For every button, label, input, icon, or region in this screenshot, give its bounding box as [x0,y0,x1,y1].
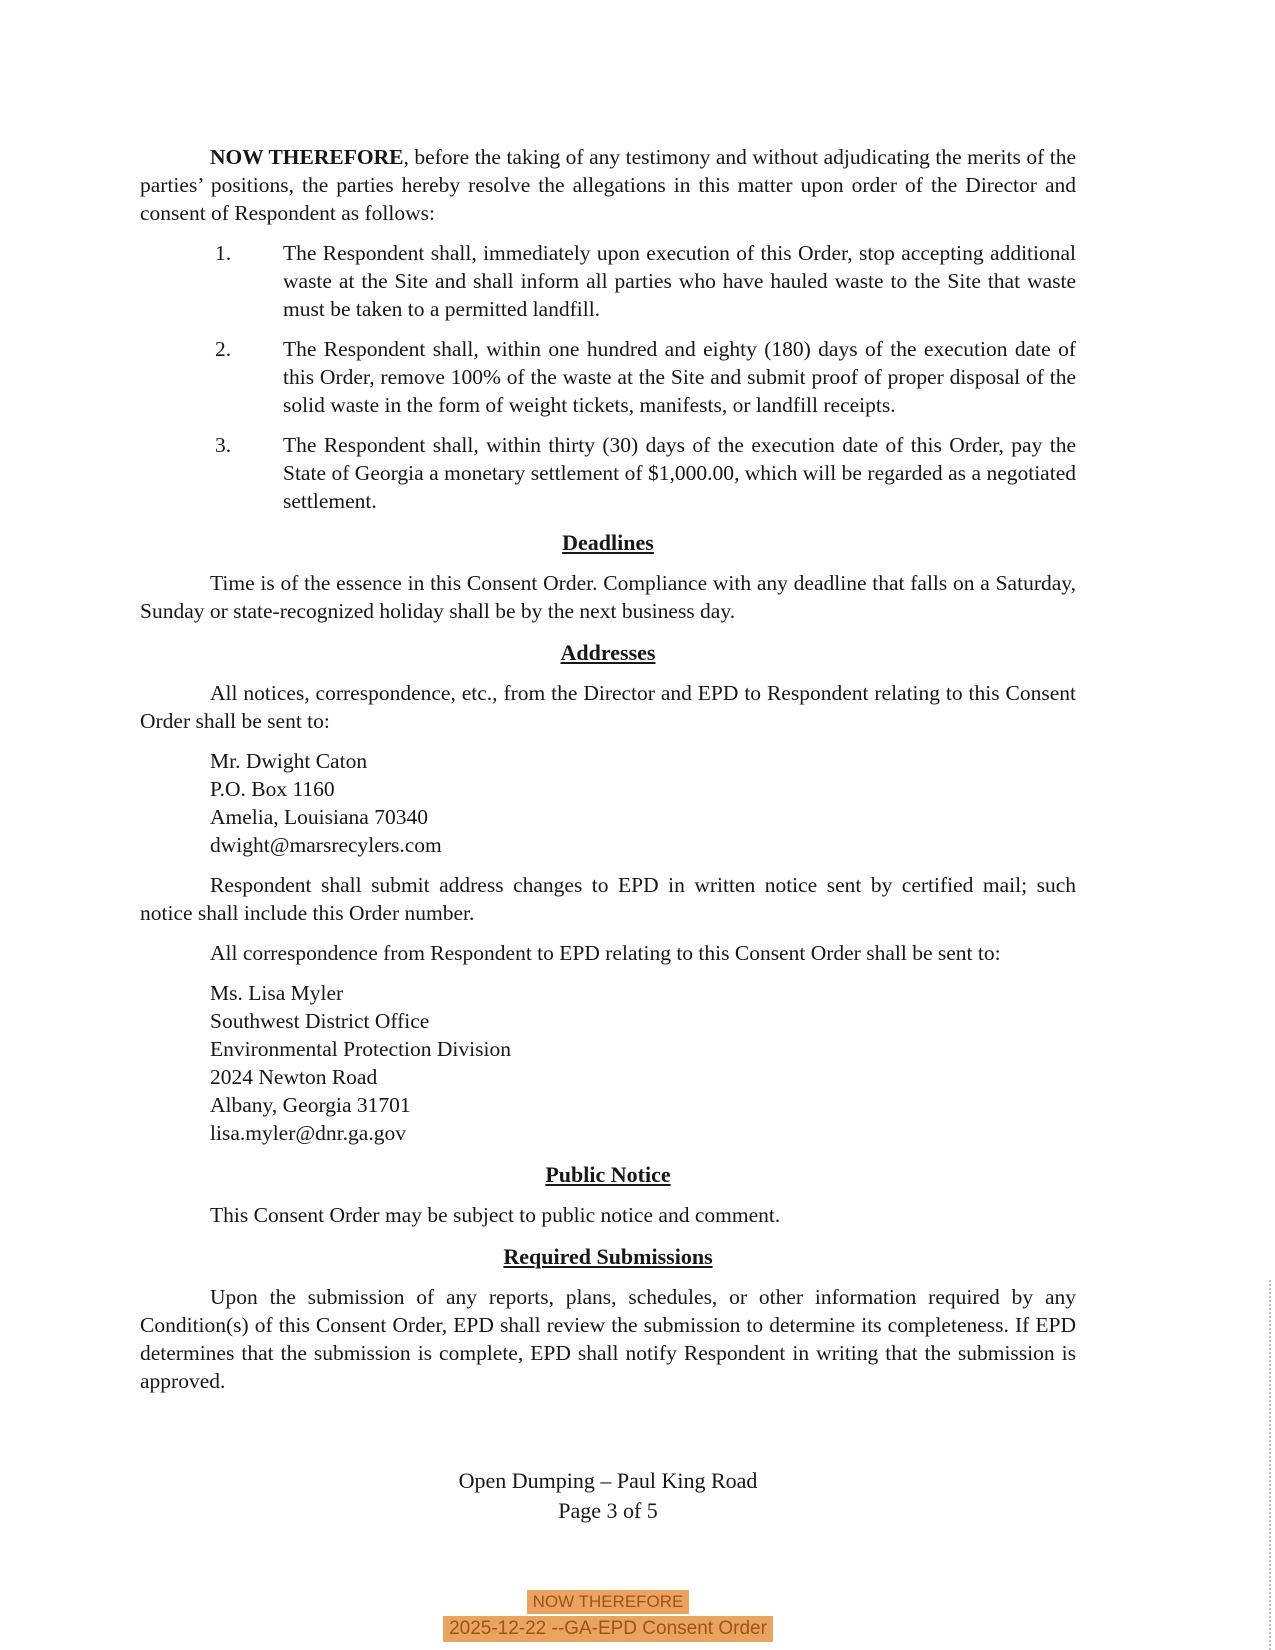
section-heading-public-notice: Public Notice [545,1162,671,1187]
footer-title: Open Dumping – Paul King Road [458,1468,758,1493]
address-line: 2024 Newton Road [210,1065,378,1089]
addresses-paragraph-1: All notices, correspondence, etc., from the Director and EPD to Respondent relating to this Consent Order shall be sent to: [140,681,1076,733]
annotation-line-1: NOW THEREFORE [527,1590,690,1614]
address-line: Mr. Dwight Caton [210,749,368,773]
list-item-text: The Respondent shall, within thirty (30) days of the execution date of this Order, pay the State of Georgia a monetary settlement of $1,000.00, which will be regarded as a negotiated settlement. [283,433,1076,513]
list-item-text: The Respondent shall, within one hundred and eighty (180) days of the execution date of this Order, remove 100% of the waste at the Site and submit proof of proper disposal of the solid waste in the form of weight tickets, manifests, or landfill receipts. [283,337,1076,417]
required-submissions-paragraph: Upon the submission of any reports, plans, schedules, or other information required by any Condition(s) of this Consent Order, EPD shall review the submission to determine its completeness. If EPD determines that the submission is complete, EPD shall notify Respondent in writing that the submission is approved. [140,1285,1076,1393]
list-item-number: 1. [215,241,232,265]
footer-page-number: Page 3 of 5 [558,1498,658,1523]
addresses-paragraph-3: All correspondence from Respondent to EPD relating to this Consent Order shall be sent to: [210,941,1001,965]
address-line: dwight@marsrecylers.com [210,833,442,857]
deadlines-paragraph: Time is of the essence in this Consent Order. Compliance with any deadline that falls on a Saturday, Sunday or state-recognized holiday shall be by the next business day. [140,571,1076,623]
address-line: Albany, Georgia 31701 [210,1093,411,1117]
address-line: Southwest District Office [210,1009,430,1033]
address-line: Ms. Lisa Myler [210,981,344,1005]
address-line: P.O. Box 1160 [210,777,335,801]
list-item-number: 2. [215,337,232,361]
intro-rest-text: , before the taking of any testimony and without adjudicating the merits of the parties’ positions, the parties hereby resolve the allegations in this matter upon order of the Director and consent of Respondent as follows: [140,145,1076,225]
scan-artifact-line [1269,1280,1271,1650]
address-line: Amelia, Louisiana 70340 [210,805,428,829]
address-line: lisa.myler@dnr.ga.gov [210,1121,406,1145]
epd-address-block [210,979,1076,1147]
list-item [215,431,1076,515]
section-heading-deadlines: Deadlines [562,530,654,555]
list-item-text: The Respondent shall, immediately upon execution of this Order, stop accepting additional waste at the Site and shall inform all parties who have hauled waste to the Site that waste must be taken to a permitted landfill. [283,241,1076,321]
respondent-address-block [210,747,1076,859]
public-notice-paragraph: This Consent Order may be subject to public notice and comment. [210,1203,781,1227]
list-item [215,335,1076,419]
list-item-number: 3. [215,433,232,457]
highlight-annotation [140,1590,1076,1642]
addresses-paragraph-2: Respondent shall submit address changes to EPD in written notice sent by certified mail; such notice shall include this Order number. [140,873,1076,925]
intro-paragraph [140,143,1076,227]
annotation-line-2: 2025-12-22 --GA-EPD Consent Order [443,1616,773,1642]
document-body [140,143,1076,1395]
page-footer [140,1466,1076,1526]
section-heading-required-submissions: Required Submissions [503,1244,713,1269]
list-item [215,239,1076,323]
section-heading-addresses: Addresses [560,640,656,665]
address-line: Environmental Protection Division [210,1037,511,1061]
intro-lead-text: NOW THEREFORE [210,145,404,169]
